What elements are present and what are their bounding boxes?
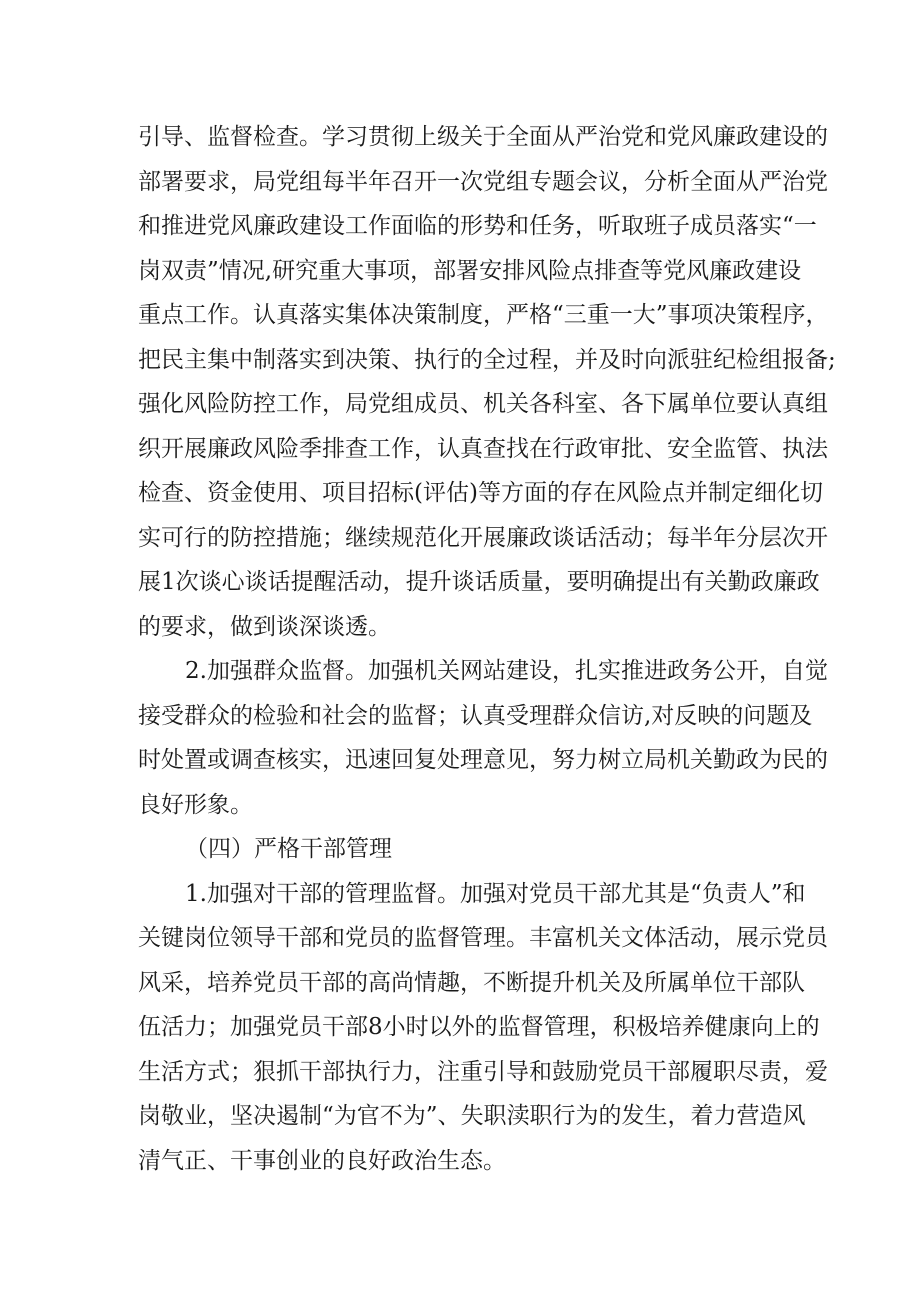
paragraph-1-line-3: 和推进党风廉政建设工作面临的形势和任务，听取班子成员落实“一 (138, 213, 817, 239)
paragraph-2-line-3: 时处置或调查核实，迅速回复处理意见，努力树立局机关勤政为民的 (138, 747, 828, 773)
paragraph-1-line-7: 强化风险防控工作，局党组成员、机关各科室、各下属单位要认真组 (138, 391, 828, 417)
paragraph-1-line-12: 的要求，做到谈深谈透。 (138, 614, 391, 640)
paragraph-3-line-4: 伍活力；加强党员干部8小时以外的监督管理，积极培养健康向上的 (138, 1014, 820, 1040)
paragraph-1-line-9: 检查、资金使用、项目招标(评估)等方面的存在风险点并制定细化切 (138, 480, 823, 506)
paragraph-3-line-3: 风采，培养党员干部的高尚情趣，不断提升机关及所属单位干部队 (138, 970, 805, 996)
paragraph-3-line-1: 1.加强对干部的管理监督。加强对党员干部尤其是“负责人”和 (185, 881, 806, 907)
paragraph-3-line-6: 岗敬业，坚决遏制“为官不为”、失职渎职行为的发生，着力营造风 (138, 1103, 806, 1129)
paragraph-1-line-6: 把民主集中制落实到决策、执行的全过程，并及时向派驻纪检组报备; (138, 347, 836, 373)
paragraph-2-line-1: 2.加强群众监督。加强机关网站建设，扎实推进政务公开，自觉 (185, 658, 828, 684)
section-heading: （四）严格干部管理 (185, 836, 392, 862)
paragraph-1-line-5: 重点工作。认真落实集体决策制度，严格“三重一大”事项决策程序， (138, 302, 829, 328)
paragraph-2-line-2: 接受群众的检验和社会的监督；认真受理群众信访,对反映的问题及 (138, 703, 813, 729)
paragraph-1-line-2: 部署要求，局党组每半年召开一次党组专题会议，分析全面从严治党 (138, 169, 828, 195)
paragraph-1-line-1: 引导、监督检查。学习贯彻上级关于全面从严治党和党风廉政建设的 (138, 124, 828, 150)
paragraph-1-line-10: 实可行的防控措施；继续规范化开展廉政谈话活动；每半年分层次开 (138, 525, 828, 551)
paragraph-1-line-8: 织开展廉政风险季排查工作，认真查找在行政审批、安全监管、执法 (138, 436, 828, 462)
paragraph-1-line-4: 岗双责”情况,研究重大事项，部署安排风险点排查等党风廉政建设 (138, 258, 802, 284)
paragraph-2-line-4: 良好形象。 (138, 792, 253, 818)
paragraph-3-line-7: 清气正、干事创业的良好政治生态。 (138, 1148, 506, 1174)
paragraph-3-line-5: 生活方式；狠抓干部执行力，注重引导和鼓励党员干部履职尽责，爱 (138, 1059, 828, 1085)
paragraph-1-line-11: 展1次谈心谈话提醒活动，提升谈话质量，要明确提出有关勤政廉政 (138, 569, 820, 595)
paragraph-3-line-2: 关键岗位领导干部和党员的监督管理。丰富机关文体活动，展示党员 (138, 925, 828, 951)
